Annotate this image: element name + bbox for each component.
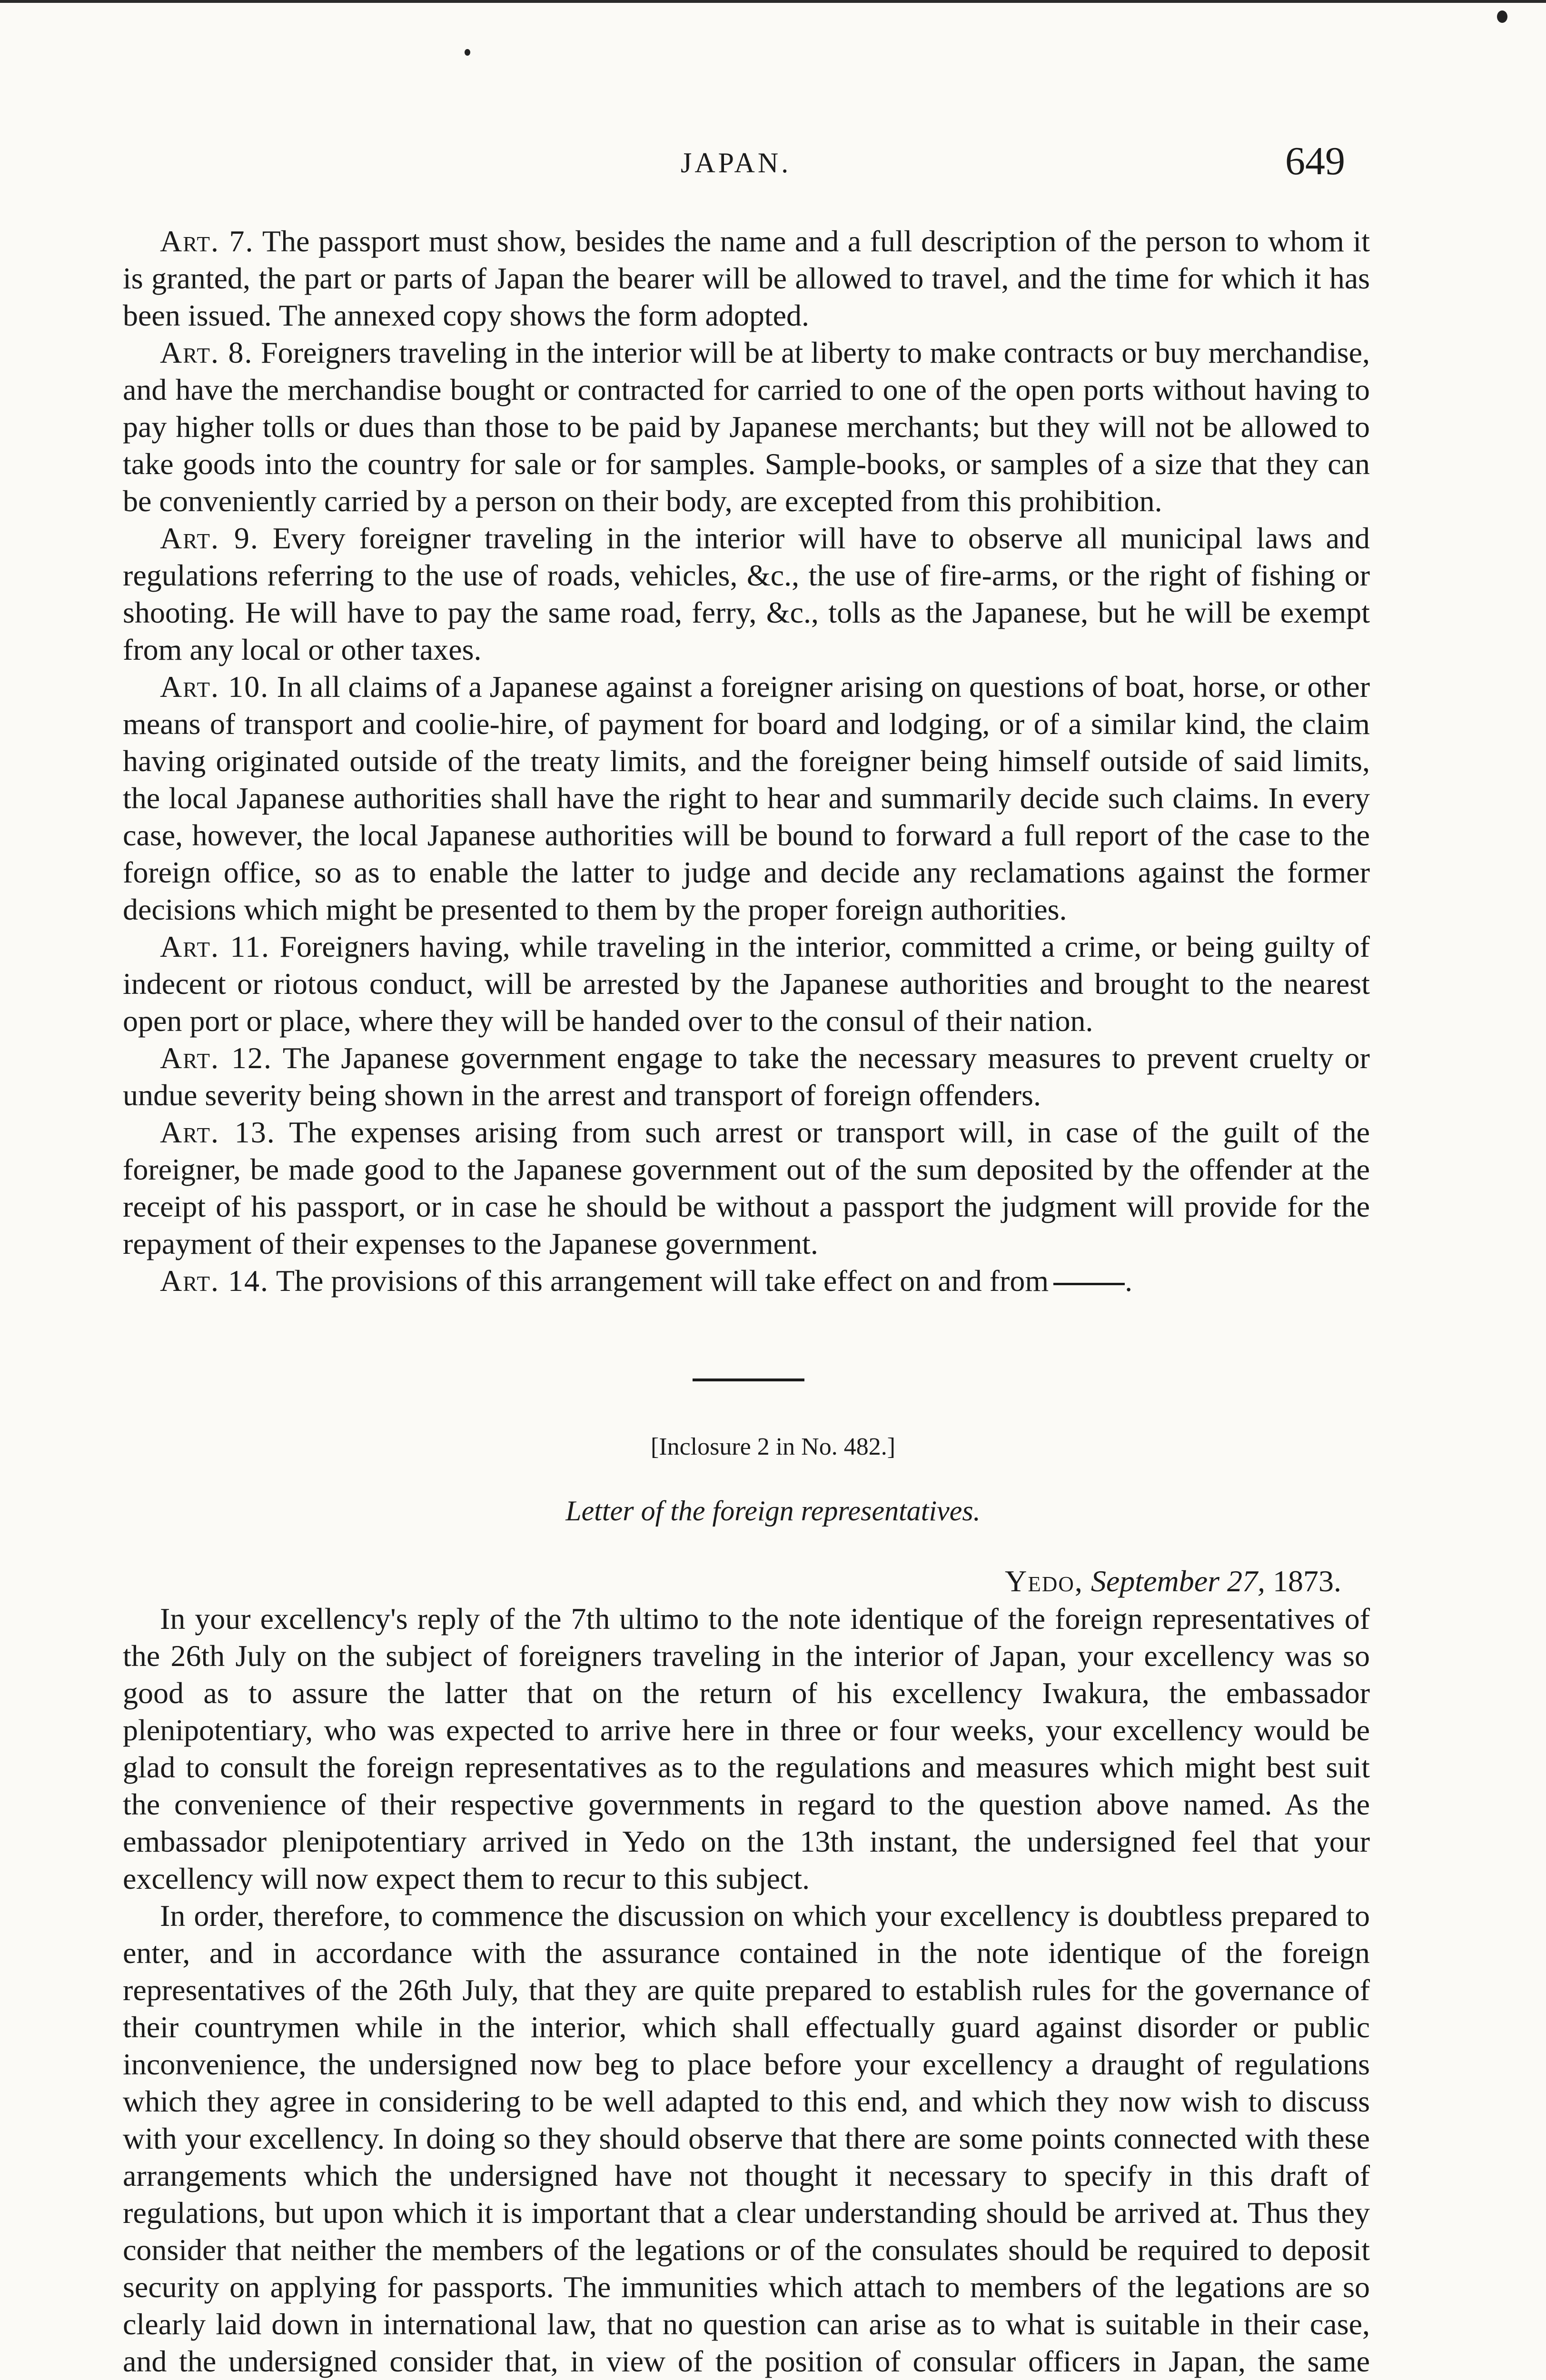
- article-label: Art. 7.: [160, 224, 254, 258]
- section-divider: [693, 1378, 804, 1381]
- running-head: JAPAN.: [681, 147, 792, 178]
- article-paragraph: [123, 223, 1370, 334]
- article-label: Art. 9.: [160, 521, 259, 555]
- article-paragraph: [123, 928, 1370, 1040]
- dateline-year: 1873.: [1273, 1564, 1341, 1598]
- dateline-place: Yedo,: [1005, 1564, 1083, 1598]
- letter-paragraph: In order, therefore, to commence the discussion on which your excellency is doubtless prepared to enter, and in accordance with the assurance contained in the note identique of the foreign representatives of the 26th July, that they are quite prepared to establish rules for the governance of their countrymen while in the interior, which shall effectually guard against disorder or public inconvenience, the undersigned now beg to place before your excellency a draught of regulations which they agree in considering to be well adapted to this end, and which they now wish to discuss with your excellency. In doing so they should observe that there are some points connected with these arrangements which the undersigned have not thought it necessary to specify in this draft of regulations, but upon which it is important that a clear understanding should be arrived at. Thus they consider that neither the members of the legations or of the consulates should be required to deposit security on applying for passports. The immunities which attach to members of the legations are so clearly laid down in international law, that no question can arise as to what is suitable in their case, and the undersigned consider that, in view of the position of consular officers in Japan, the same: [123, 1899, 1370, 2378]
- article-text: The passport must show, besides the name and a full description of the person to whom it is granted, the part or parts of Japan the bearer will be allowed to travel, and the time for which it has been issued. The annexed copy shows the form adopted.: [123, 224, 1370, 332]
- article-paragraph: Art. 14. The provisions of this arrangement will take effect on and from .: [160, 1264, 1133, 1298]
- article-label: Art. 12.: [160, 1041, 273, 1075]
- ink-speck: [465, 49, 470, 56]
- article-label: Art. 14.: [160, 1264, 269, 1298]
- dateline-date: September 27,: [1090, 1564, 1265, 1598]
- article-paragraph: [123, 1114, 1370, 1262]
- article-paragraph: [123, 520, 1370, 668]
- article-text: Every foreigner traveling in the interior will have to observe all municipal laws and regulations referring to the use of roads, vehicles, &c., the use of fire-arms, or the right of fishing or shooting. He will have to pay the same road, ferry, &c., tolls as the Japanese, but he will be exempt from any local or other taxes.: [123, 521, 1370, 666]
- article-text: The expenses arising from such arrest or transport will, in case of the guilt of the foreigner, be made good to the Japanese government out of the sum deposited by the offender at the receipt of his passport, or in case he should be without a passport the judgment will provide for the repayment of their expenses to the Japanese government.: [123, 1115, 1370, 1260]
- article-label: Art. 10.: [160, 670, 269, 704]
- article-paragraph: [123, 1040, 1370, 1114]
- article-text: Foreigners having, while traveling in the interior, committed a crime, or being guilty of indecent or riotous conduct, will be arrested by the Japanese authorities and brought to the nearest open port or place, where they will be handed over to the consul of their nation.: [123, 930, 1370, 1038]
- article-label: Art. 13.: [160, 1115, 276, 1149]
- article-paragraph: [123, 334, 1370, 520]
- article-text: The provisions of this arrangement will take effect on and from: [276, 1264, 1049, 1298]
- article-text: In all claims of a Japanese against a foreigner arising on questions of boat, horse, or other means of transport and coolie-hire, of payment for board and lodging, or of a similar kind, the claim having originated outside of the treaty limits, and the foreigner being himself outside of said limits, the local Japanese authorities shall have the right to hear and summarily decide such claims. In every case, however, the local Japanese authorities will be bound to forward a full report of the case to the foreign office, so as to enable the latter to judge and decide any reclamations against the former decisions which might be presented to them by the proper foreign authorities.: [123, 670, 1370, 926]
- article-text: The Japanese government engage to take the necessary measures to prevent cruelty or undue severity being shown in the arrest and transport of foreign offenders.: [123, 1041, 1370, 1112]
- letter-paragraph: In your excellency's reply of the 7th ultimo to the note identique of the foreign representatives of the 26th July on the subject of foreigners traveling in the interior of Japan, your excellency was so good as to assure the latter that on the return of his excellency Iwakura, the embassador plenipotentiary, who was expected to arrive here in three or four weeks, your excellency would be glad to consult the foreign representatives as to the regulations and measures which might best suit the convenience of their respective governments in regard to the question above named. As the embassador plenipotentiary arrived in Yedo on the 13th instant, the undersigned feel that your excellency will now expect them to recur to this subject.: [123, 1602, 1370, 1895]
- ink-speck: [1497, 10, 1507, 23]
- inclosure-heading: [Inclosure 2 in No. 482.]: [650, 1433, 896, 1460]
- page-header: [0, 138, 1546, 200]
- letter-body: [123, 1600, 1370, 2380]
- letter-title: Letter of the foreign representatives.: [565, 1495, 981, 1527]
- page-number: 649: [1285, 139, 1345, 183]
- article-label: Art. 11.: [160, 930, 270, 963]
- article-text: Foreigners traveling in the interior will be at liberty to make contracts or buy merchandise, and have the merchandise bought or contracted for carried to one of the open ports without having to pay higher tolls or dues than those to be paid by Japanese merchants; but they will not be allowed to take goods into the country for sale or for samples. Sample-books, or samples of a size that they can be conveniently carried by a person on their body, are excepted from this prohibition.: [123, 336, 1370, 518]
- articles-section: [123, 223, 1370, 1299]
- top-edge-rule: [0, 0, 1546, 3]
- article-paragraph: [123, 668, 1370, 928]
- dateline: [1005, 1564, 1341, 1599]
- blank-date-rule: [1053, 1283, 1125, 1285]
- article-label: Art. 8.: [160, 336, 253, 369]
